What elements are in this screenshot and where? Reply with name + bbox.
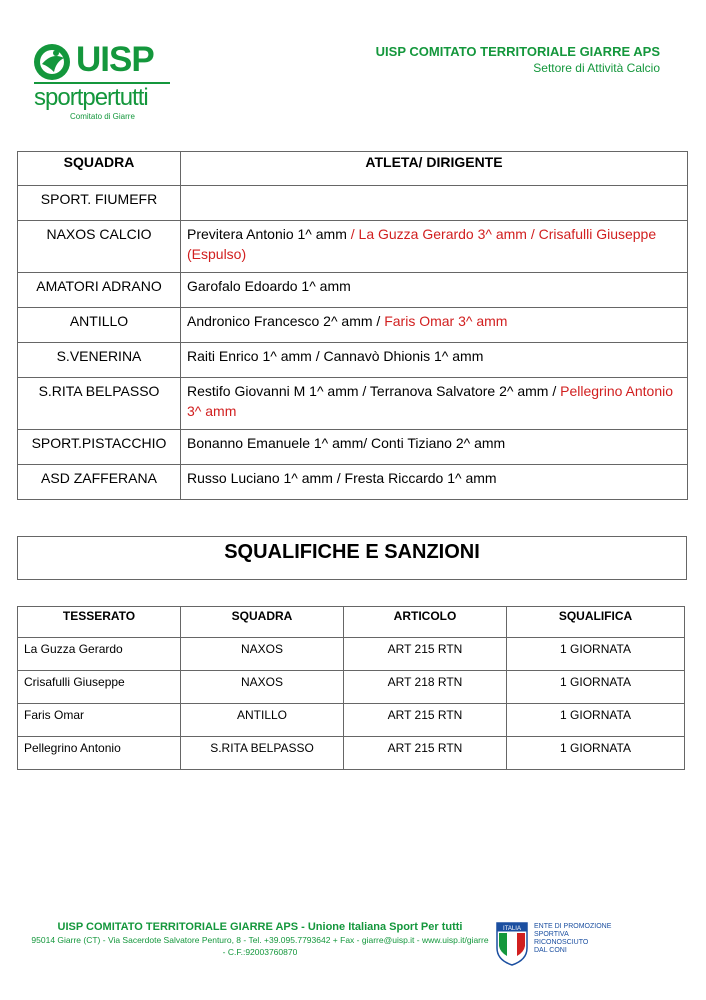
tesserato-cell: Pellegrino Antonio xyxy=(18,737,181,770)
col-header-squadra: SQUADRA xyxy=(18,152,181,186)
italia-shield-icon xyxy=(496,922,528,966)
athlete-text: Bonanno Emanuele 1^ amm/ Conti Tiziano 2^ amm xyxy=(187,435,506,451)
athlete-text-highlight: / La Guzza Gerardo 3^ amm / Crisafulli Giuseppe (Espulso) xyxy=(187,226,657,262)
section-title: SQUALIFICHE E SANZIONI xyxy=(17,536,687,580)
team-cell: ANTILLO xyxy=(18,308,181,343)
articolo-cell: ART 215 RTN xyxy=(344,704,507,737)
footer-address: 95014 Giarre (CT) - Via Sacerdote Salvatore Penturo, 8 - Tel. +39.095.7793642 + Fax - giarre@uisp.it - www.uisp.it/giarre - C.F.:92003760870 xyxy=(31,935,489,957)
athlete-cell xyxy=(181,465,688,500)
tesserato-cell: Crisafulli Giuseppe xyxy=(18,671,181,704)
table-row xyxy=(18,704,685,737)
articolo-cell: ART 215 RTN xyxy=(344,638,507,671)
table-row xyxy=(18,671,685,704)
athlete-cell xyxy=(181,221,688,273)
athlete-text: Andronico Francesco 2^ amm / xyxy=(187,313,385,329)
logo-tagline: sportpertutti xyxy=(34,84,148,111)
athlete-text: Previtera Antonio 1^ amm xyxy=(187,226,351,242)
squalifica-cell: 1 GIORNATA xyxy=(507,704,685,737)
table-row xyxy=(18,273,688,308)
team-cell: SPORT. FIUMEFR xyxy=(18,186,181,221)
team-cell: S.RITA BELPASSO xyxy=(18,378,181,430)
footer xyxy=(30,920,490,958)
athlete-cell xyxy=(181,308,688,343)
table-row xyxy=(18,465,688,500)
coni-label: ITALIA xyxy=(503,926,521,932)
team-cell: NAXOS CALCIO xyxy=(18,221,181,273)
tesserato-cell: La Guzza Gerardo xyxy=(18,638,181,671)
col-header-tesserato: TESSERATO xyxy=(18,607,181,638)
col-header-atleta: ATLETA/ DIRIGENTE xyxy=(181,152,688,186)
team-cell: AMATORI ADRANO xyxy=(18,273,181,308)
org-name: UISP COMITATO TERRITORIALE GIARRE APS xyxy=(375,44,660,59)
athlete-text: Garofalo Edoardo 1^ amm xyxy=(187,278,351,294)
uisp-runner-icon xyxy=(32,42,72,82)
athlete-text: Russo Luciano 1^ amm / Fresta Riccardo 1^ amm xyxy=(187,470,497,486)
table-row xyxy=(18,378,688,430)
logo-brand: UISP xyxy=(76,40,154,79)
squalifica-cell: 1 GIORNATA xyxy=(507,671,685,704)
team-cell: S.VENERINA xyxy=(18,343,181,378)
coni-badge xyxy=(496,922,616,968)
squadra-cell: NAXOS xyxy=(181,671,344,704)
col-header-squadra: SQUADRA xyxy=(181,607,344,638)
athlete-text-highlight: Faris Omar 3^ amm xyxy=(384,313,508,329)
athlete-cell xyxy=(181,343,688,378)
org-sector: Settore di Attività Calcio xyxy=(533,61,660,75)
squalifica-cell: 1 GIORNATA xyxy=(507,737,685,770)
table-row xyxy=(18,343,688,378)
squadra-cell: ANTILLO xyxy=(181,704,344,737)
athlete-cell xyxy=(181,186,688,221)
suspensions-table xyxy=(17,606,685,770)
footer-org: UISP COMITATO TERRITORIALE GIARRE APS - Unione Italiana Sport Per tutti xyxy=(57,921,463,933)
team-cell: ASD ZAFFERANA xyxy=(18,465,181,500)
athlete-text: Restifo Giovanni M 1^ amm / Terranova Salvatore 2^ amm / xyxy=(187,383,561,399)
uisp-logo xyxy=(32,40,174,126)
logo-sub: Comitato di Giarre xyxy=(70,112,135,121)
athlete-text-highlight: Pellegrino Antonio 3^ amm xyxy=(187,383,674,419)
col-header-squalifica: SQUALIFICA xyxy=(507,607,685,638)
table-row xyxy=(18,186,688,221)
squadra-cell: S.RITA BELPASSO xyxy=(181,737,344,770)
org-header xyxy=(376,44,660,76)
table-row xyxy=(18,221,688,273)
squadra-cell: NAXOS xyxy=(181,638,344,671)
athlete-cell xyxy=(181,430,688,465)
squalifica-cell: 1 GIORNATA xyxy=(507,638,685,671)
coni-text: ENTE DI PROMOZIONE SPORTIVA RICONOSCIUTO DAL CONI xyxy=(534,923,612,954)
athlete-cell xyxy=(181,273,688,308)
articolo-cell: ART 218 RTN xyxy=(344,671,507,704)
table-row xyxy=(18,737,685,770)
athlete-cell xyxy=(181,378,688,430)
team-cell: SPORT.PISTACCHIO xyxy=(18,430,181,465)
articolo-cell: ART 215 RTN xyxy=(344,737,507,770)
athlete-text: Raiti Enrico 1^ amm / Cannavò Dhionis 1^ amm xyxy=(187,348,484,364)
col-header-articolo: ARTICOLO xyxy=(344,607,507,638)
table-row xyxy=(18,308,688,343)
table-row xyxy=(18,638,685,671)
table-row xyxy=(18,430,688,465)
tesserato-cell: Faris Omar xyxy=(18,704,181,737)
warnings-table xyxy=(17,151,688,500)
